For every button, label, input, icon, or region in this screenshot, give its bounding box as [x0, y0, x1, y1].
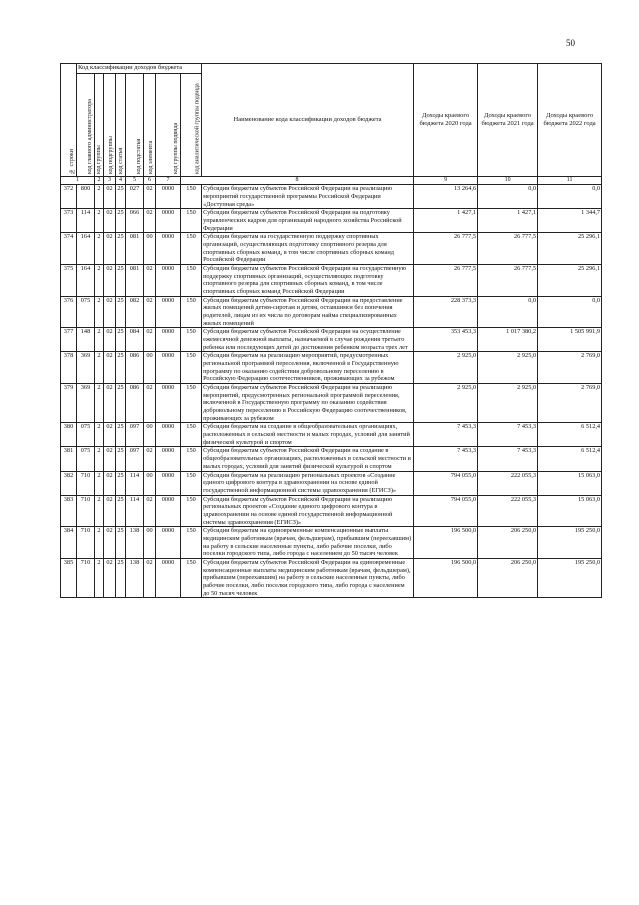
table-row — [61, 527, 602, 559]
amount-2021: 26 777,5 — [478, 233, 538, 265]
admin-code: 114 — [77, 209, 95, 233]
row-number: 377 — [61, 328, 77, 352]
subgroup-code: 02 — [104, 328, 116, 352]
column-number: 11 — [538, 177, 602, 185]
article-code: 25 — [116, 558, 126, 597]
header-name: Наименование кода классификации доходов бюджета — [202, 64, 414, 177]
admin-code: 369 — [77, 384, 95, 423]
program-code: 0000 — [156, 185, 181, 209]
group-code: 2 — [95, 328, 104, 352]
article-code: 25 — [116, 209, 126, 233]
analytic-code: 150 — [181, 527, 202, 559]
program-code: 0000 — [156, 558, 181, 597]
table-row — [61, 471, 602, 495]
column-number: 8 — [181, 177, 414, 185]
amount-2020: 2 925,0 — [414, 352, 478, 384]
amount-2022: 15 063,0 — [538, 495, 602, 527]
table-row — [61, 423, 602, 447]
amount-2021: 1 427,1 — [478, 209, 538, 233]
subarticle-code: 082 — [126, 296, 144, 328]
header-element-code: код элемента — [144, 74, 156, 177]
program-code: 0000 — [156, 296, 181, 328]
subarticle-code: 114 — [126, 471, 144, 495]
amount-2020: 7 453,3 — [414, 423, 478, 447]
program-code: 0000 — [156, 265, 181, 297]
amount-2020: 228 373,3 — [414, 296, 478, 328]
group-code: 2 — [95, 265, 104, 297]
revenue-name: Субсидии бюджетам субъектов Российской Федерации на единовременные компенсационные выплаты медицинским работникам (врачам, фельдшерам), прибывшим (переехавшим) на работу в сельские населенные пункты, либо рабочие поселки, либо поселки городского типа, либо города с населением до 50 тысяч человек — [202, 558, 414, 597]
row-number: 378 — [61, 352, 77, 384]
amount-2021: 0,0 — [478, 296, 538, 328]
amount-2021: 222 055,3 — [478, 495, 538, 527]
column-number: 3 — [104, 177, 116, 185]
analytic-code: 150 — [181, 328, 202, 352]
amount-2021: 7 453,3 — [478, 423, 538, 447]
analytic-code: 150 — [181, 233, 202, 265]
revenue-name: Субсидии бюджетам субъектов Российской Федерации на государственную поддержку спортивных организаций, осуществляющих подготовку спортивного резерва для спортивных сборных команд, в том числе спортивных сборных команд Российской Федерации — [202, 265, 414, 297]
table-row — [61, 384, 602, 423]
header-subarticle-code: код подстатьи — [126, 74, 144, 177]
subarticle-code: 027 — [126, 185, 144, 209]
amount-2021: 206 250,0 — [478, 527, 538, 559]
subarticle-code: 084 — [126, 328, 144, 352]
revenue-name: Субсидии бюджетам на единовременные компенсационные выплаты медицинским работникам (врачам, фельдшерам), прибывшим (переехавшим) на работу в сельские населенные пункты, либо рабочие поселки, либо поселки городского типа, либо города с населением до 50 тысяч человек — [202, 527, 414, 559]
row-number: 384 — [61, 527, 77, 559]
column-number: 9 — [414, 177, 478, 185]
analytic-code: 150 — [181, 471, 202, 495]
analytic-code: 150 — [181, 296, 202, 328]
article-code: 25 — [116, 352, 126, 384]
amount-2020: 26 777,5 — [414, 233, 478, 265]
subarticle-code: 114 — [126, 495, 144, 527]
program-code: 0000 — [156, 471, 181, 495]
revenue-name: Субсидии бюджетам субъектов Российской Федерации на предоставление жилых помещений детям-сиротам и детям, оставшимся без попечения родителей, лицам из их числа по договорам найма специализированных жилых помещений — [202, 296, 414, 328]
column-number: 5 — [126, 177, 144, 185]
subarticle-code: 086 — [126, 384, 144, 423]
row-number: 381 — [61, 447, 77, 471]
amount-2022: 0,0 — [538, 296, 602, 328]
admin-code: 148 — [77, 328, 95, 352]
amount-2021: 1 017 380,2 — [478, 328, 538, 352]
analytic-code: 150 — [181, 558, 202, 597]
row-number: 382 — [61, 471, 77, 495]
amount-2020: 2 925,0 — [414, 384, 478, 423]
table-row — [61, 558, 602, 597]
amount-2022: 25 296,1 — [538, 265, 602, 297]
table-row — [61, 495, 602, 527]
table-row — [61, 296, 602, 328]
subarticle-code: 066 — [126, 209, 144, 233]
article-code: 25 — [116, 527, 126, 559]
revenue-name: Субсидии бюджетам на реализацию региональных проектов «Создание единого цифрового контура в здравоохранении на основе единой государственной информационной системы здравоохранения (ЕГИСЗ)» — [202, 471, 414, 495]
header-subgroup-code: код подгруппы — [104, 74, 116, 177]
revenue-name: Субсидии бюджетам субъектов Российской Федерации на реализацию мероприятий, предусмотренных региональной программой переселения, включенной в Государственную программу по оказанию содействия добровольному переселению в Российскую Федерацию соотечественников, проживающих за рубежом — [202, 384, 414, 423]
amount-2021: 7 453,3 — [478, 447, 538, 471]
amount-2021: 0,0 — [478, 185, 538, 209]
subgroup-code: 02 — [104, 447, 116, 471]
article-code: 25 — [116, 384, 126, 423]
header-2021: Доходы краевого бюджета 2021 года — [478, 64, 538, 177]
group-code: 2 — [95, 185, 104, 209]
column-number: 7 — [156, 177, 181, 185]
revenue-name: Субсидии бюджетам на реализацию мероприятий, предусмотренных региональной программой переселения, включенной в Государственную программу по оказанию содействия добровольному переселению в Российскую Федерацию соотечественников, проживающих за рубежом — [202, 352, 414, 384]
article-code: 25 — [116, 328, 126, 352]
row-number: 375 — [61, 265, 77, 297]
amount-2021: 222 055,3 — [478, 471, 538, 495]
subarticle-code: 081 — [126, 265, 144, 297]
amount-2022: 25 296,1 — [538, 233, 602, 265]
amount-2022: 6 512,4 — [538, 447, 602, 471]
amount-2021: 206 250,0 — [478, 558, 538, 597]
program-code: 0000 — [156, 352, 181, 384]
header-2020: Доходы краевого бюджета 2020 года — [414, 64, 478, 177]
header-classification-group: Код классификации доходов бюджета — [77, 64, 202, 74]
admin-code: 075 — [77, 296, 95, 328]
column-number: 4 — [116, 177, 126, 185]
amount-2021: 26 777,5 — [478, 265, 538, 297]
article-code: 25 — [116, 447, 126, 471]
amount-2020: 353 453,3 — [414, 328, 478, 352]
group-code: 2 — [95, 384, 104, 423]
revenue-name: Субсидии бюджетам субъектов Российской Федерации на реализацию региональных проектов «Создание единого цифрового контура в здравоохранении на основе единой государственной информационной системы здравоохранения (ЕГИСЗ)» — [202, 495, 414, 527]
header-2022: Доходы краевого бюджета 2022 года — [538, 64, 602, 177]
amount-2022: 1 344,7 — [538, 209, 602, 233]
program-code: 0000 — [156, 209, 181, 233]
subgroup-code: 02 — [104, 352, 116, 384]
admin-code: 164 — [77, 265, 95, 297]
admin-code: 710 — [77, 471, 95, 495]
analytic-code: 150 — [181, 352, 202, 384]
article-code: 25 — [116, 296, 126, 328]
revenue-name: Субсидии бюджетам на государственную поддержку спортивных организаций, осуществляющих подготовку спортивного резерва для спортивных сборных команд, в том числе спортивных сборных команд Российской Федерации — [202, 233, 414, 265]
revenue-name: Субсидии бюджетам на создание в общеобразовательных организациях, расположенных в сельской местности и малых городах, условий для занятий физической культурой и спортом — [202, 423, 414, 447]
element-code: 02 — [144, 209, 156, 233]
subarticle-code: 097 — [126, 447, 144, 471]
subgroup-code: 02 — [104, 384, 116, 423]
subgroup-code: 02 — [104, 209, 116, 233]
revenue-name: Субсидии бюджетам субъектов Российской Федерации на создание в общеобразовательных организациях, расположенных в сельской местности и малых городах, условий для занятий физической культурой и спортом — [202, 447, 414, 471]
amount-2021: 2 925,0 — [478, 384, 538, 423]
column-number-row — [61, 177, 602, 185]
article-code: 25 — [116, 233, 126, 265]
amount-2020: 196 500,0 — [414, 527, 478, 559]
subgroup-code: 02 — [104, 296, 116, 328]
row-number: 385 — [61, 558, 77, 597]
admin-code: 075 — [77, 423, 95, 447]
analytic-code: 150 — [181, 384, 202, 423]
revenue-name: Субсидии бюджетам субъектов Российской Федерации на подготовку управленческих кадров для организаций народного хозяйства Российской Федерации — [202, 209, 414, 233]
article-code: 25 — [116, 423, 126, 447]
admin-code: 800 — [77, 185, 95, 209]
group-code: 2 — [95, 447, 104, 471]
column-number: 1 — [61, 177, 95, 185]
subgroup-code: 02 — [104, 527, 116, 559]
program-code: 0000 — [156, 233, 181, 265]
admin-code: 710 — [77, 558, 95, 597]
amount-2022: 2 769,0 — [538, 352, 602, 384]
article-code: 25 — [116, 265, 126, 297]
admin-code: 075 — [77, 447, 95, 471]
subgroup-code: 02 — [104, 558, 116, 597]
subarticle-code: 097 — [126, 423, 144, 447]
amount-2022: 1 505 991,9 — [538, 328, 602, 352]
row-number: 379 — [61, 384, 77, 423]
table-row — [61, 265, 602, 297]
header-analytic-code: код аналитической группы подвида — [181, 74, 202, 177]
analytic-code: 150 — [181, 423, 202, 447]
program-code: 0000 — [156, 328, 181, 352]
amount-2020: 794 055,0 — [414, 495, 478, 527]
row-number: 373 — [61, 209, 77, 233]
column-number: 2 — [95, 177, 104, 185]
amount-2020: 26 777,5 — [414, 265, 478, 297]
program-code: 0000 — [156, 384, 181, 423]
page-number: 50 — [566, 38, 575, 48]
subarticle-code: 138 — [126, 527, 144, 559]
element-code: 02 — [144, 328, 156, 352]
table-row — [61, 447, 602, 471]
group-code: 2 — [95, 495, 104, 527]
row-number: 374 — [61, 233, 77, 265]
element-code: 02 — [144, 558, 156, 597]
amount-2020: 196 500,0 — [414, 558, 478, 597]
admin-code: 369 — [77, 352, 95, 384]
column-number: 10 — [478, 177, 538, 185]
program-code: 0000 — [156, 423, 181, 447]
budget-revenue-table — [60, 63, 602, 598]
element-code: 02 — [144, 384, 156, 423]
subgroup-code: 02 — [104, 233, 116, 265]
subgroup-code: 02 — [104, 185, 116, 209]
column-number: 6 — [144, 177, 156, 185]
amount-2022: 6 512,4 — [538, 423, 602, 447]
admin-code: 164 — [77, 233, 95, 265]
analytic-code: 150 — [181, 447, 202, 471]
header-group-code: код группы — [95, 74, 104, 177]
subgroup-code: 02 — [104, 495, 116, 527]
group-code: 2 — [95, 527, 104, 559]
admin-code: 710 — [77, 495, 95, 527]
analytic-code: 150 — [181, 185, 202, 209]
revenue-name: Субсидии бюджетам субъектов Российской Федерации на осуществление ежемесячной денежной выплаты, назначаемой в случае рождения третьего ребенка или последующих детей до достижения ребенком возраста трех лет — [202, 328, 414, 352]
article-code: 25 — [116, 471, 126, 495]
header-row-number: № строки — [61, 64, 77, 177]
article-code: 25 — [116, 495, 126, 527]
program-code: 0000 — [156, 495, 181, 527]
header-program-code: код группы подвида — [156, 74, 181, 177]
element-code: 00 — [144, 233, 156, 265]
element-code: 00 — [144, 352, 156, 384]
header-admin-code: код главного администратора — [77, 74, 95, 177]
group-code: 2 — [95, 352, 104, 384]
group-code: 2 — [95, 558, 104, 597]
element-code: 02 — [144, 296, 156, 328]
program-code: 0000 — [156, 447, 181, 471]
amount-2021: 2 925,0 — [478, 352, 538, 384]
group-code: 2 — [95, 471, 104, 495]
group-code: 2 — [95, 423, 104, 447]
table-row — [61, 328, 602, 352]
subgroup-code: 02 — [104, 265, 116, 297]
element-code: 00 — [144, 471, 156, 495]
subgroup-code: 02 — [104, 471, 116, 495]
table-row — [61, 185, 602, 209]
group-code: 2 — [95, 233, 104, 265]
element-code: 02 — [144, 265, 156, 297]
subgroup-code: 02 — [104, 423, 116, 447]
amount-2022: 195 250,0 — [538, 527, 602, 559]
amount-2020: 1 427,1 — [414, 209, 478, 233]
element-code: 02 — [144, 185, 156, 209]
element-code: 02 — [144, 447, 156, 471]
subarticle-code: 081 — [126, 233, 144, 265]
analytic-code: 150 — [181, 495, 202, 527]
row-number: 372 — [61, 185, 77, 209]
group-code: 2 — [95, 296, 104, 328]
row-number: 376 — [61, 296, 77, 328]
subarticle-code: 138 — [126, 558, 144, 597]
header-article-code: код статьи — [116, 74, 126, 177]
element-code: 00 — [144, 423, 156, 447]
amount-2020: 7 453,3 — [414, 447, 478, 471]
amount-2022: 195 250,0 — [538, 558, 602, 597]
table-row — [61, 209, 602, 233]
amount-2020: 13 264,6 — [414, 185, 478, 209]
amount-2022: 2 769,0 — [538, 384, 602, 423]
article-code: 25 — [116, 185, 126, 209]
revenue-name: Субсидии бюджетам субъектов Российской Федерации на реализацию мероприятий государственной программы Российской Федерации «Доступная среда» — [202, 185, 414, 209]
row-number: 380 — [61, 423, 77, 447]
element-code: 02 — [144, 495, 156, 527]
amount-2022: 0,0 — [538, 185, 602, 209]
analytic-code: 150 — [181, 209, 202, 233]
program-code: 0000 — [156, 527, 181, 559]
analytic-code: 150 — [181, 265, 202, 297]
amount-2022: 15 063,0 — [538, 471, 602, 495]
table-row — [61, 233, 602, 265]
amount-2020: 794 055,0 — [414, 471, 478, 495]
admin-code: 710 — [77, 527, 95, 559]
table-row — [61, 352, 602, 384]
group-code: 2 — [95, 209, 104, 233]
row-number: 383 — [61, 495, 77, 527]
element-code: 00 — [144, 527, 156, 559]
subarticle-code: 086 — [126, 352, 144, 384]
